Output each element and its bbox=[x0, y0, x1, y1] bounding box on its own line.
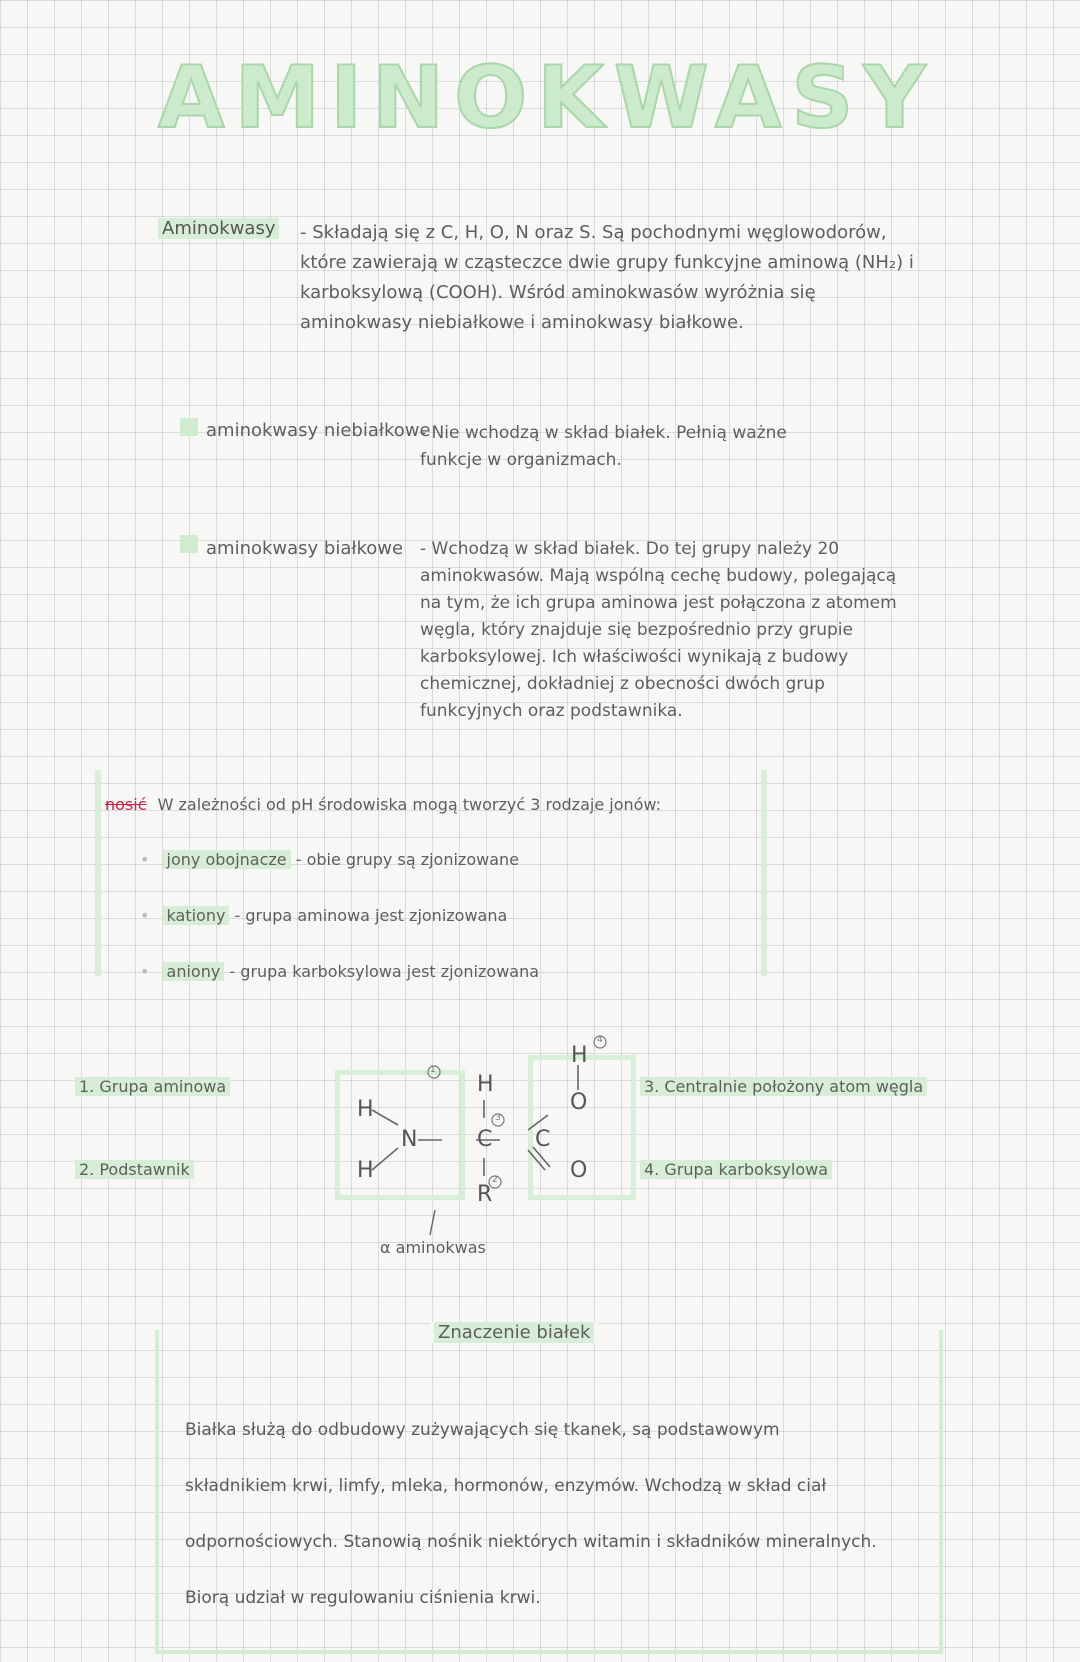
ion-item: • aniony - grupa karboksylowa jest zjonizowana bbox=[140, 962, 540, 981]
atom-o: O bbox=[570, 1090, 588, 1115]
definition-term bbox=[158, 218, 279, 239]
bond bbox=[372, 1110, 398, 1125]
label-amino-group: 1. Grupa aminowa bbox=[75, 1077, 230, 1096]
definition-text: - Składają się z C, H, O, N oraz S. Są pochodnymi węglowodorów, które zawierają w cząsteczce dwie grupy funkcyjne aminową (NH₂) i karboksylową (COOH). Wśród aminokwasów wyróżnia się aminokwasy niebiałkowe i aminokwasy białkowe. bbox=[300, 222, 914, 333]
nonprotein-text: - Nie wchodzą w skład białek. Pełnią ważne funkcje w organizmach. bbox=[420, 423, 787, 470]
atom-o: O bbox=[570, 1158, 588, 1183]
marker-2: 2 bbox=[492, 1175, 498, 1185]
ion-desc: - grupa karboksylowa jest zjonizowana bbox=[229, 962, 540, 981]
ions-intro bbox=[105, 795, 661, 814]
ions-intro-text: W zależności od pH środowiska mogą tworzyć 3 rodzaje jonów: bbox=[157, 795, 662, 814]
marker-4: 4 bbox=[597, 1035, 603, 1045]
atom-n: N bbox=[401, 1127, 418, 1152]
bullet-marker bbox=[180, 418, 198, 436]
protein-text: - Wchodzą w skład białek. Do tej grupy należy 20 aminokwasów. Mają wspólną cechę budowy, polegającą na tym, że ich grupa aminowa jest połączona z atomem węgla, który znajduje się bezpośrednio przy grupie karboksylowej. Ich właściwości wynikają z budowy chemicznej, dokładniej z obecności dwóch grup funkcyjnych oraz podstawnika. bbox=[420, 539, 897, 721]
alpha-aminoacid-label: α aminokwas bbox=[380, 1238, 486, 1257]
page-title: AMINOKWASY bbox=[158, 48, 936, 148]
label-carboxyl-group: 4. Grupa karboksylowa bbox=[640, 1160, 832, 1179]
nonprotein-term: aminokwasy niebiałkowe bbox=[206, 420, 431, 441]
ion-term: aniony bbox=[163, 962, 225, 981]
bond bbox=[372, 1148, 398, 1170]
significance-title: Znaczenie białek bbox=[430, 1322, 598, 1343]
label-central-carbon: 3. Centralnie położony atom węgla bbox=[640, 1077, 927, 1096]
alpha-arrow bbox=[430, 1210, 435, 1235]
atom-h: H bbox=[477, 1072, 494, 1097]
protein-term: aminokwasy białkowe bbox=[206, 538, 404, 559]
label-substituent: 2. Podstawnik bbox=[75, 1160, 194, 1179]
significance-text: Białka służą do odbudowy zużywających się tkanek, są podstawowym składnikiem krwi, limfy, mleka, hormonów, enzymów. Wchodzą w skład ciał odpornościowych. Stanowią nośnik niektórych witamin i składników mineralnych. Biorą udział w regulowaniu ciśnienia krwi. bbox=[185, 1420, 877, 1608]
atom-c-carboxyl: C bbox=[535, 1127, 551, 1152]
ion-term: kationy bbox=[163, 906, 230, 925]
atom-r: R bbox=[477, 1182, 493, 1207]
ion-item: • kationy - grupa aminowa jest zjonizowana bbox=[140, 906, 508, 925]
bond bbox=[528, 1150, 545, 1170]
definition-term-label: Aminokwasy bbox=[158, 218, 279, 239]
atom-c-alpha: C bbox=[477, 1127, 493, 1152]
marker-1: 1 bbox=[430, 1065, 436, 1075]
ion-desc: - obie grupy są zjonizowane bbox=[295, 850, 519, 869]
atom-h: H bbox=[571, 1043, 588, 1068]
marker-3: 3 bbox=[495, 1113, 501, 1123]
ion-term: jony obojnacze bbox=[163, 850, 291, 869]
ion-item: • jony obojnacze - obie grupy są zjonizowane bbox=[140, 850, 519, 869]
atom-h: H bbox=[357, 1158, 374, 1183]
ion-desc: - grupa aminowa jest zjonizowana bbox=[234, 906, 508, 925]
atom-h: H bbox=[357, 1097, 374, 1122]
ions-intro-struck: nosić bbox=[105, 795, 147, 814]
bullet-marker bbox=[180, 535, 198, 553]
